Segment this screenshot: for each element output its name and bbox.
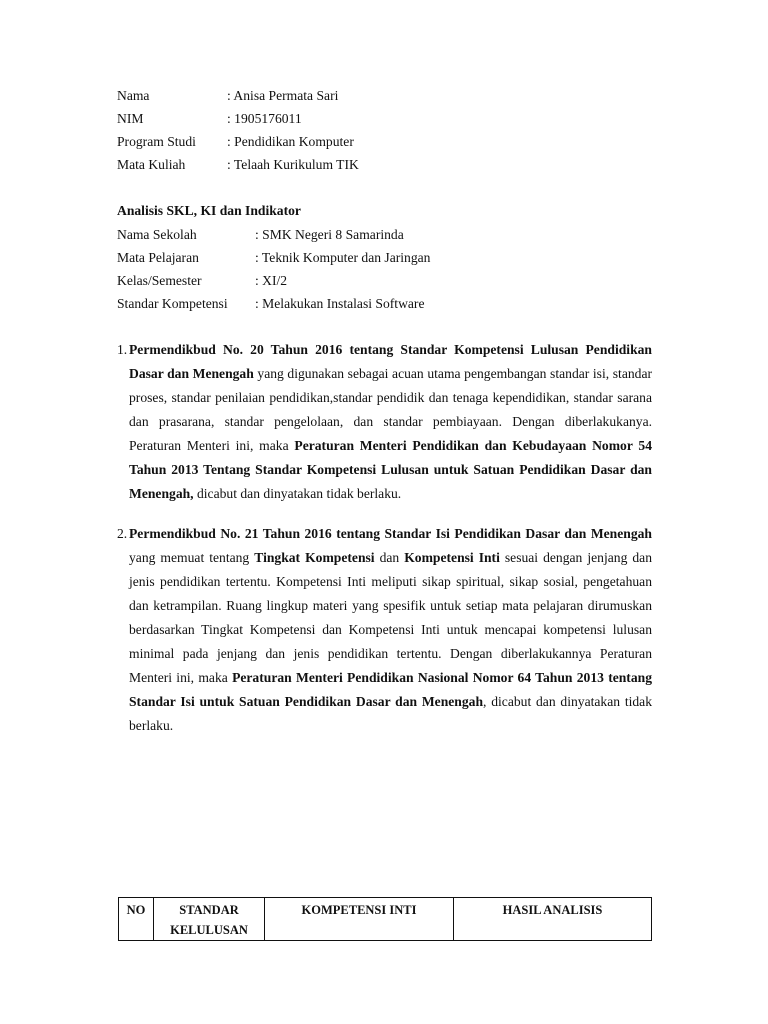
identity-row: [117, 153, 359, 176]
list-item-body: [129, 338, 652, 506]
school-value: : SMK Negeri 8 Samarinda: [255, 227, 404, 242]
table-header-no: NO: [119, 898, 154, 941]
school-key: Nama Sekolah: [117, 227, 197, 242]
list-item: [117, 338, 652, 506]
list-number: 2.: [117, 526, 128, 541]
identity-key: NIM: [117, 111, 144, 126]
paragraph-text: yang digunakan sebagai acuan utama pengembangan standar isi, standar proses, standar penilaian pendidikan,standar pendidik dan tenaga kependidikan, standar sarana dan prasarana, standar pengelolaan, dan standar pembiayaan. Dengan diberlakukanya. Peraturan Menteri ini, maka: [129, 366, 653, 453]
table-header-row: [119, 898, 652, 941]
regulation-title: Permendikbud No. 20 Tahun 2016 tentang Standar Kompetensi Lulusan Pendidikan Dasar dan Menengah: [129, 342, 652, 381]
school-row: [117, 269, 430, 292]
table-header-hasil-analisis: HASIL ANALISIS: [454, 898, 652, 941]
school-value: : Teknik Komputer dan Jaringan: [255, 250, 431, 265]
paragraph-text: sesuai dengan jenjang dan jenis pendidikan tertentu. Kompetensi Inti meliputi sikap spiritual, sikap sosial, pengetahuan dan ketrampilan. Ruang lingkup materi yang spesifik untuk setiap mata pelajaran dirumuskan berdasarkan Tingkat Kompetensi dan Kompetensi Inti untuk mencapai kompetensi lulusan minimal pada jenjang dan jenis pendidikan tertentu. Dengan diberlakukannya Peraturan Menteri ini, maka: [129, 550, 652, 685]
school-value: : Melakukan Instalasi Software: [255, 296, 425, 311]
school-row: [117, 223, 430, 246]
school-key: Standar Kompetensi: [117, 296, 228, 311]
school-value: : XI/2: [255, 273, 288, 288]
school-key: Mata Pelajaran: [117, 250, 199, 265]
identity-value: : Pendidikan Komputer: [227, 134, 354, 149]
identity-value: : Telaah Kurikulum TIK: [227, 157, 359, 172]
repealed-regulation-title: Peraturan Menteri Pendidikan dan Kebudayaan Nomor 54 Tahun 2013 Tentang Standar Kompetensi Lulusan untuk Satuan Pendidikan Dasar dan Menengah,: [129, 438, 653, 501]
repealed-regulation-title: Peraturan Menteri Pendidikan Nasional Nomor 64 Tahun 2013 tentang Standar Isi untuk Satuan Pendidikan Dasar dan Menengah: [129, 670, 652, 709]
paragraph-text: dan: [374, 550, 405, 565]
identity-value: : Anisa Permata Sari: [227, 88, 339, 103]
identity-key: Nama: [117, 88, 150, 103]
term-bold: Tingkat Kompetensi: [254, 550, 375, 565]
table-header-standar-kelulusan: STANDAR KELULUSAN: [154, 898, 265, 941]
term-bold: Kompetensi Inti: [404, 550, 500, 565]
paragraph-text: , dicabut dan dinyatakan tidak berlaku.: [129, 694, 652, 733]
identity-row: [117, 107, 359, 130]
paragraph-text: dicabut dan dinyatakan tidak berlaku.: [193, 486, 402, 501]
identity-key: Program Studi: [117, 134, 196, 149]
regulation-title: Permendikbud No. 21 Tahun 2016 tentang Standar Isi Pendidikan Dasar dan Menengah: [129, 526, 652, 541]
identity-block: [117, 84, 359, 176]
identity-row: [117, 84, 359, 107]
section-title: Analisis SKL, KI dan Indikator: [117, 203, 301, 218]
analysis-table: [118, 897, 652, 941]
paragraph-text: yang memuat tentang: [129, 550, 255, 565]
identity-row: [117, 130, 359, 153]
school-row: [117, 246, 430, 269]
paragraph: [129, 338, 652, 506]
table-header-kompetensi-inti: KOMPETENSI INTI: [265, 898, 454, 941]
identity-value: : 1905176011: [227, 111, 302, 126]
school-key: Kelas/Semester: [117, 273, 202, 288]
list-number: 1.: [117, 342, 128, 357]
school-block: [117, 223, 430, 315]
school-row: [117, 292, 430, 315]
list-item: [117, 522, 652, 738]
paragraph: [129, 522, 652, 738]
identity-key: Mata Kuliah: [117, 157, 186, 172]
list-item-body: [129, 522, 652, 738]
